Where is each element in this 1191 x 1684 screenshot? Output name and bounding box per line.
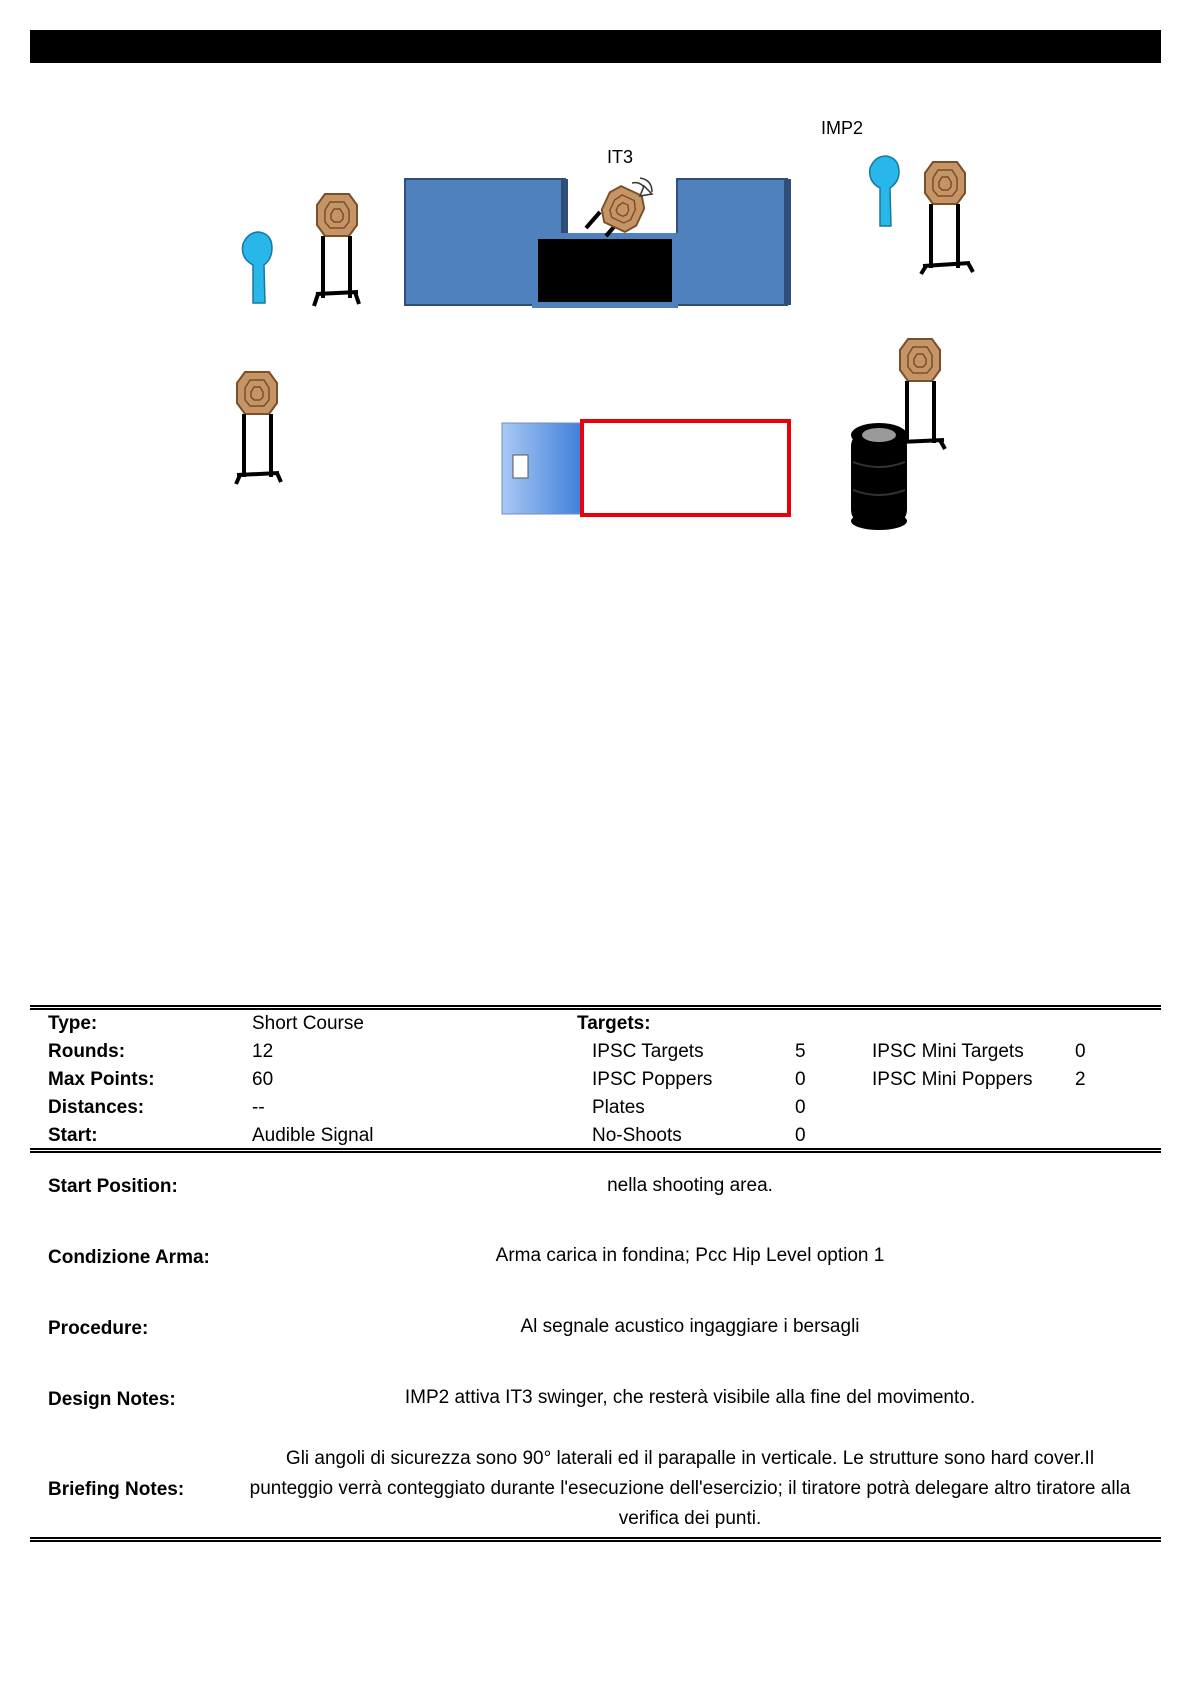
condizione-arma-value: Arma carica in fondina; Pcc Hip Level option 1 (495, 1245, 885, 1266)
divider-middle (30, 1148, 1161, 1153)
distances-label: Distances: (48, 1097, 145, 1118)
target-count: 0 (795, 1069, 806, 1090)
target-count: 0 (795, 1125, 806, 1146)
rounds-label: Rounds: (48, 1041, 126, 1062)
mini-target-count: 2 (1075, 1069, 1086, 1090)
stage-diagram-svg (0, 0, 1191, 560)
label-it3: IT3 (607, 147, 634, 167)
target-name: IPSC Targets (592, 1041, 704, 1062)
rounds-value: 12 (252, 1041, 274, 1062)
divider-bottom (30, 1537, 1161, 1542)
mini-target-name: IPSC Mini Poppers (872, 1069, 1033, 1090)
popper-imp2 (870, 156, 899, 226)
briefing-notes-label: Briefing Notes: (48, 1479, 185, 1500)
target-it3-swinger (586, 178, 652, 236)
target-name: IPSC Poppers (592, 1069, 713, 1090)
stage-diagram (0, 0, 1191, 560)
briefing-notes-value: Gli angoli di sicurezza sono 90° laterali ed il parapalle in verticale. Le strutture sono hard cover.Il punteggio verrà conteggiato durante l'esecuzione dell'esercizio; il tiratore potrà delegare altro tiratore alla verifica dei punti. (249, 1448, 1131, 1529)
barrel-stack (851, 423, 907, 530)
start-label: Start: (48, 1125, 98, 1146)
target-4 (900, 339, 945, 449)
max-points-value: 60 (252, 1069, 274, 1090)
condizione-arma-label: Condizione Arma: (48, 1247, 210, 1268)
start-value: Audible Signal (252, 1125, 374, 1146)
target-1 (314, 194, 359, 306)
start-position-label: Start Position: (48, 1176, 178, 1197)
target-count: 0 (795, 1097, 806, 1118)
popper-left (242, 232, 272, 303)
max-points-label: Max Points: (48, 1069, 155, 1090)
door-panel (502, 423, 582, 514)
target-name: No-Shoots (592, 1125, 682, 1146)
target-3 (236, 372, 281, 484)
distances-value: -- (252, 1097, 265, 1118)
design-notes-label: Design Notes: (48, 1389, 176, 1410)
shooting-area (582, 421, 789, 515)
mini-target-count: 0 (1075, 1041, 1086, 1062)
type-value: Short Course (252, 1013, 364, 1034)
wall-center-low (535, 236, 675, 305)
mini-target-name: IPSC Mini Targets (872, 1041, 1024, 1062)
label-imp2: IMP2 (821, 118, 864, 138)
target-count: 5 (795, 1041, 806, 1062)
target-2 (921, 162, 973, 274)
targets-label: Targets: (577, 1013, 651, 1034)
type-label: Type: (48, 1013, 98, 1034)
target-name: Plates (592, 1097, 645, 1118)
procedure-label: Procedure: (48, 1318, 149, 1339)
wall-right (677, 179, 791, 305)
design-notes-value: IMP2 attiva IT3 swinger, che resterà visibile alla fine del movimento. (404, 1387, 976, 1408)
start-position-value: nella shooting area. (607, 1175, 773, 1196)
procedure-value: Al segnale acustico ingaggiare i bersagli (520, 1316, 860, 1337)
